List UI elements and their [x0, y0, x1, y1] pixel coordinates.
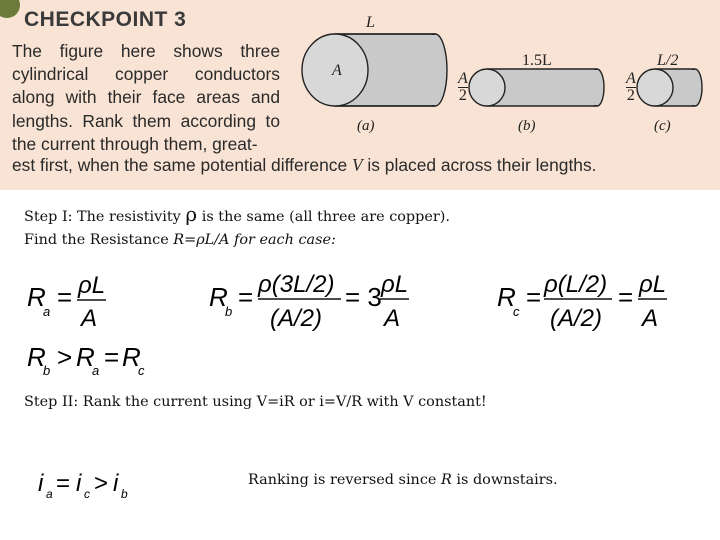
rb-numerator-2: ρL [381, 271, 409, 298]
step2-text: Step II: Rank the current using V=iR or i=V/R with V constant! [24, 394, 487, 410]
ranking-note: Ranking is reversed since R is downstairs. [248, 472, 558, 488]
rc-equals-2: = [618, 282, 634, 312]
current-ranking [36, 466, 146, 502]
svg-text:=: = [56, 470, 71, 497]
ra-symbol: R [27, 282, 46, 312]
rc-subscript: c [513, 304, 520, 319]
label-a-length: L [366, 14, 375, 31]
svg-text:>: > [94, 470, 109, 497]
cylinder-a [302, 34, 447, 106]
rc-denominator: (A/2) [550, 305, 603, 332]
equation-rb [206, 262, 416, 336]
ra-equals: = [57, 282, 73, 312]
rb-subscript: b [225, 304, 233, 319]
find-resistance-text: Find the Resistance R=ρL/A for each case: [24, 232, 336, 248]
label-c-area: A 2 [626, 70, 636, 104]
svg-text:i: i [38, 470, 44, 497]
caption-b: (b) [518, 118, 536, 134]
label-b-area: A 2 [458, 70, 468, 104]
svg-text:b: b [121, 487, 128, 501]
rb-numerator: ρ(3L/2) [258, 271, 335, 298]
svg-text:c: c [138, 363, 145, 378]
cylinder-c [637, 69, 702, 106]
svg-text:i: i [76, 470, 82, 497]
caption-c: (c) [654, 118, 671, 134]
svg-text:i: i [113, 470, 119, 497]
cylinder-b [469, 69, 604, 106]
rb-denominator-2: A [384, 305, 401, 332]
equation-ra [24, 266, 124, 336]
svg-text:=: = [104, 342, 120, 372]
svg-text:R: R [27, 342, 46, 372]
label-c-length: L/2 [657, 52, 679, 69]
label-b-length: 1.5L [522, 52, 552, 69]
svg-text:c: c [84, 487, 90, 501]
resistance-comparison [24, 338, 154, 378]
ra-numerator: ρL [78, 272, 106, 299]
ra-denominator: A [81, 305, 98, 332]
rb-times: = 3 [345, 282, 382, 312]
step1-text: Step I: The resistivity ρ is the same (all three are copper). [24, 202, 450, 226]
checkpoint-title: CHECKPOINT 3 [24, 8, 187, 31]
rb-equals: = [238, 282, 254, 312]
label-a-area: A [332, 62, 342, 79]
svg-text:a: a [92, 363, 100, 378]
rc-denominator-2: A [642, 305, 659, 332]
rc-numerator: ρ(L/2) [544, 271, 608, 298]
svg-text:b: b [43, 363, 51, 378]
rb-symbol: R [209, 282, 228, 312]
rc-equals: = [526, 282, 542, 312]
svg-text:R: R [76, 342, 95, 372]
rc-numerator-2: ρL [639, 271, 667, 298]
checkpoint-text-tail: est first, when the same potential difference V is placed across their lengths. [12, 155, 597, 175]
caption-a: (a) [357, 118, 375, 134]
rc-symbol: R [497, 282, 516, 312]
equation-rc [494, 262, 684, 336]
svg-text:>: > [57, 342, 73, 372]
svg-text:R: R [122, 342, 141, 372]
ra-subscript: a [43, 304, 51, 319]
svg-text:a: a [46, 487, 53, 501]
rb-denominator: (A/2) [270, 305, 323, 332]
checkpoint-text: The figure here shows three cylindrical copper conductors along with their face areas and lengths. Rank them according to the current through them, great- [12, 41, 280, 154]
